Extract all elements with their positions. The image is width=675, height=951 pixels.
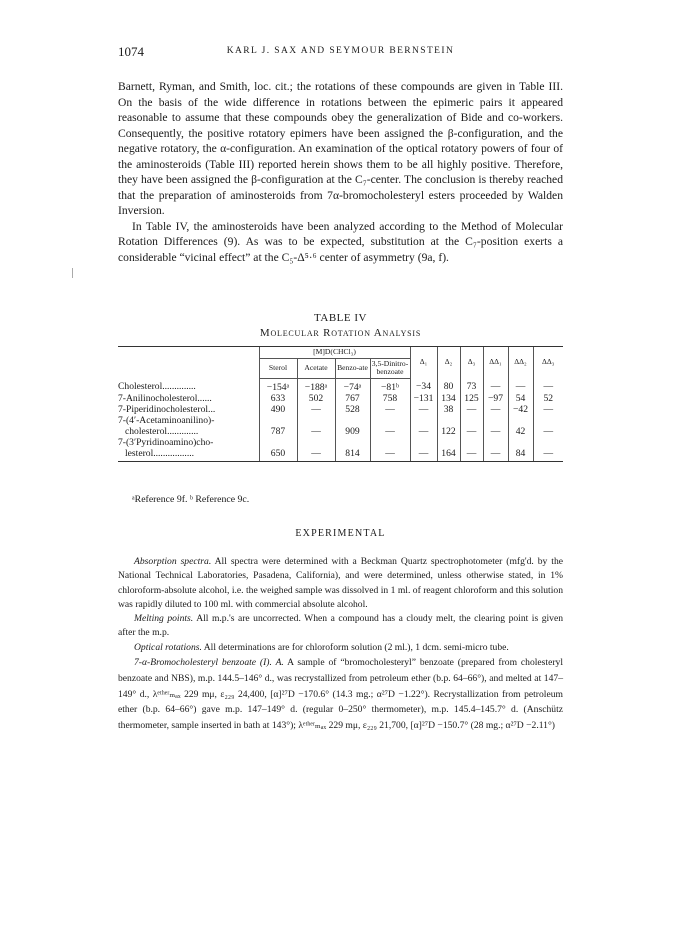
table-cell-spacer bbox=[533, 415, 563, 426]
col-header: Δ₂ bbox=[437, 347, 460, 379]
table-cell: −97 bbox=[483, 393, 508, 404]
rotation-title: Optical rotations. bbox=[134, 641, 202, 653]
table-cell: −81ᵇ bbox=[370, 378, 410, 393]
compound-header bbox=[118, 347, 259, 379]
molecular-rotation-table bbox=[118, 346, 563, 462]
table-body bbox=[118, 378, 563, 461]
col-header: ΔΔ₁ bbox=[483, 347, 508, 379]
rotation-text: All determinations are for chloroform solution (2 ml.), 1 dcm. semi-micro tube. bbox=[203, 641, 509, 653]
table-cell: — bbox=[508, 378, 533, 393]
compound-name: 7-(4′-Acetaminoanilino)- bbox=[118, 414, 215, 426]
paragraph-rotations: Barnett, Ryman, and Smith, loc. cit.; the rotations of these compounds are given in Table III. On the basis of the wide difference in rotations between the epimeric pairs it appeared reasonable to assume that these compounds obey the generalization of Bide and co-workers. Consequently, the positive rotatory epimers have been assigned the β-configuration, and the negative rotatory, the α-configuration. An examination of the optical rotatory powers of four of the aminosteroids (Table III) reported herein shows them to be all highly positive. Therefore, they have been assigned the β-configuration at the C₇-center. The conclusion is thereby reached that the preparation of aminosteroids from 7α-bromocholesteryl esters proceeded by Walden Inversion. bbox=[118, 80, 563, 217]
table-cell: 164 bbox=[437, 448, 460, 462]
table-row bbox=[118, 448, 563, 462]
melting-paragraph bbox=[118, 612, 563, 641]
table-cell: 73 bbox=[460, 378, 483, 393]
col-header: Δ₁ bbox=[410, 347, 437, 379]
compound-name: 7-(3′Pyridinoamino)cho- bbox=[118, 436, 214, 448]
table-row bbox=[118, 393, 563, 404]
table-cell: 490 bbox=[259, 404, 297, 415]
table-cell: — bbox=[483, 378, 508, 393]
table-row bbox=[118, 415, 563, 426]
running-title: KARL J. SAX AND SEYMOUR BERNSTEIN bbox=[226, 46, 455, 56]
table-cell: — bbox=[460, 426, 483, 437]
table-cell-spacer bbox=[335, 437, 370, 448]
margin-mark bbox=[72, 268, 73, 278]
table-cell: 528 bbox=[335, 404, 370, 415]
table-cell: — bbox=[483, 448, 508, 462]
table-cell-spacer bbox=[370, 437, 410, 448]
table-cell-spacer bbox=[460, 437, 483, 448]
table-cell: 84 bbox=[508, 448, 533, 462]
table-cell: 52 bbox=[533, 393, 563, 404]
col-header: Benzo-ate bbox=[335, 358, 370, 378]
bromo-title: 7-α-Bromocholesteryl benzoate (I). A. bbox=[134, 657, 284, 669]
table-cell-spacer bbox=[483, 415, 508, 426]
table-cell: 758 bbox=[370, 393, 410, 404]
table-cell: — bbox=[460, 404, 483, 415]
page-header bbox=[118, 44, 563, 60]
compound-name: 7-Anilinocholesterol...... bbox=[118, 392, 212, 404]
table-cell: 134 bbox=[437, 393, 460, 404]
table-cell-spacer bbox=[410, 415, 437, 426]
compound-name: 7-Piperidinocholesterol... bbox=[118, 403, 216, 415]
table-cell: 633 bbox=[259, 393, 297, 404]
table-cell: — bbox=[297, 426, 335, 437]
table-cell: — bbox=[533, 448, 563, 462]
table-cell: 38 bbox=[437, 404, 460, 415]
compound-name: cholesterol............. bbox=[125, 425, 199, 437]
table-row bbox=[118, 404, 563, 415]
table-cell: 502 bbox=[297, 393, 335, 404]
table-cell: 42 bbox=[508, 426, 533, 437]
col-header: Sterol bbox=[259, 358, 297, 378]
experimental-section bbox=[118, 555, 563, 734]
table-cell: — bbox=[410, 448, 437, 462]
paragraph-table-iv-intro: In Table IV, the aminosteroids have been analyzed according to the Method of Molecular Rotation Differences (9). As was to be expected, substitution at the C₇-position exerts a considerable “vicinal effect” at the C₅-Δ⁵·⁶ center of asymmetry (9a, f). bbox=[118, 219, 563, 264]
melting-text: All m.p.'s are uncorrected. When a compound has a cloudy melt, the clearing point is given after the m.p. bbox=[118, 613, 564, 639]
table-cell-spacer bbox=[259, 415, 297, 426]
page-number: 1074 bbox=[118, 44, 144, 59]
table-cell: 54 bbox=[508, 393, 533, 404]
table-cell: — bbox=[533, 426, 563, 437]
table-cell-spacer bbox=[508, 415, 533, 426]
table-cell-spacer bbox=[335, 415, 370, 426]
compound-name: lesterol................. bbox=[118, 448, 259, 462]
table-cell: — bbox=[533, 404, 563, 415]
table-cell: — bbox=[410, 404, 437, 415]
table-title: TABLE IV bbox=[314, 312, 367, 324]
table-cell-spacer bbox=[370, 415, 410, 426]
table-cell-spacer bbox=[437, 437, 460, 448]
table-cell: — bbox=[533, 378, 563, 393]
table-cell: — bbox=[297, 448, 335, 462]
col-header: 3,5-Dinitro-benzoate bbox=[371, 358, 409, 376]
table-cell: −42 bbox=[508, 404, 533, 415]
section-heading: EXPERIMENTAL bbox=[295, 528, 386, 539]
table-cell: — bbox=[370, 426, 410, 437]
table-row bbox=[118, 437, 563, 448]
table-cell-spacer bbox=[297, 415, 335, 426]
melting-title: Melting points. bbox=[134, 613, 194, 625]
table-cell: −188ᵃ bbox=[297, 378, 335, 393]
table-row bbox=[118, 378, 563, 393]
table-cell: 125 bbox=[460, 393, 483, 404]
table-cell: −154ᵃ bbox=[259, 378, 297, 393]
table-cell-spacer bbox=[297, 437, 335, 448]
table-cell-spacer bbox=[460, 415, 483, 426]
absorption-title: Absorption spectra. bbox=[134, 556, 212, 567]
table-cell: — bbox=[410, 426, 437, 437]
table-subtitle: Molecular Rotation Analysis bbox=[259, 327, 422, 339]
bromo-paragraph bbox=[118, 655, 563, 734]
col-header: ΔΔ₂ bbox=[508, 347, 533, 379]
group-header: [M]D(CHCl₃) bbox=[259, 347, 410, 359]
compound-name: Cholesterol.............. bbox=[118, 381, 196, 393]
table-cell: — bbox=[483, 426, 508, 437]
table-cell-spacer bbox=[410, 437, 437, 448]
absorption-paragraph bbox=[118, 555, 563, 612]
table-cell: 814 bbox=[335, 448, 370, 462]
table-cell: — bbox=[460, 448, 483, 462]
col-header: ΔΔ₃ bbox=[533, 347, 563, 379]
table-cell: 650 bbox=[259, 448, 297, 462]
table-cell: −74ᵃ bbox=[335, 378, 370, 393]
rotation-paragraph bbox=[118, 641, 563, 655]
table-cell: 80 bbox=[437, 378, 460, 393]
table-cell-spacer bbox=[508, 437, 533, 448]
col-header: Δ₃ bbox=[460, 347, 483, 379]
table-cell-spacer bbox=[533, 437, 563, 448]
table-cell: 787 bbox=[259, 426, 297, 437]
table-cell-spacer bbox=[483, 437, 508, 448]
bromo-text: A sample of “bromocholesteryl” benzoate (prepared from cholesteryl benzoate and NBS), m.p. 144.5–146° d., was recrystallized from petroleum ether (b.p. 64–66°), and melted at 147–149° d., λᵉᵗʰᵉʳₘₐₓ 229 mμ, ε₂₂₉ 24,400, [α]²⁷D −170.6° (14.3 mg.; α²⁷D −1.22°). Recrystallization from petroleum ether (b.p. 64–66°) gave m.p. 147–149° d. (regular 0–250° thermometer), m.p. 145.4–145.7° d. (Anschütz thermometer, sample inserted in bath at 143°); λᵉᵗʰᵉʳₘₐₓ 229 mμ, ε₂₂₉ 21,700, [α]²⁷D −150.7° (28 mg.; α²⁷D −2.11°) bbox=[118, 657, 563, 732]
table-cell: 767 bbox=[335, 393, 370, 404]
absorption-text: All spectra were determined with a Beckman Quartz spectrophotometer (mfg'd. by the National Technical Laboratories, Pasadena, California), and were determined, unless otherwise stated, in 1% chloroform-absolute alcohol, i.e. the weighed sample was dissolved in 1 ml. of reagent chloroform and this solution was rapidly diluted to 100 ml. with commercial absolute alcohol. bbox=[118, 556, 563, 610]
table-cell: 909 bbox=[335, 426, 370, 437]
table-cell: — bbox=[483, 404, 508, 415]
table-cell: −34 bbox=[410, 378, 437, 393]
table-cell: — bbox=[370, 404, 410, 415]
table-cell-spacer bbox=[437, 415, 460, 426]
table-cell: 122 bbox=[437, 426, 460, 437]
col-header: Acetate bbox=[297, 358, 335, 378]
body-text bbox=[118, 79, 563, 265]
table-cell: −131 bbox=[410, 393, 437, 404]
table-footnote: ᵃReference 9f. ᵇ Reference 9c. bbox=[132, 494, 250, 505]
table-cell: — bbox=[370, 448, 410, 462]
table-cell-spacer bbox=[259, 437, 297, 448]
table-row bbox=[118, 426, 563, 437]
table-cell: — bbox=[297, 404, 335, 415]
